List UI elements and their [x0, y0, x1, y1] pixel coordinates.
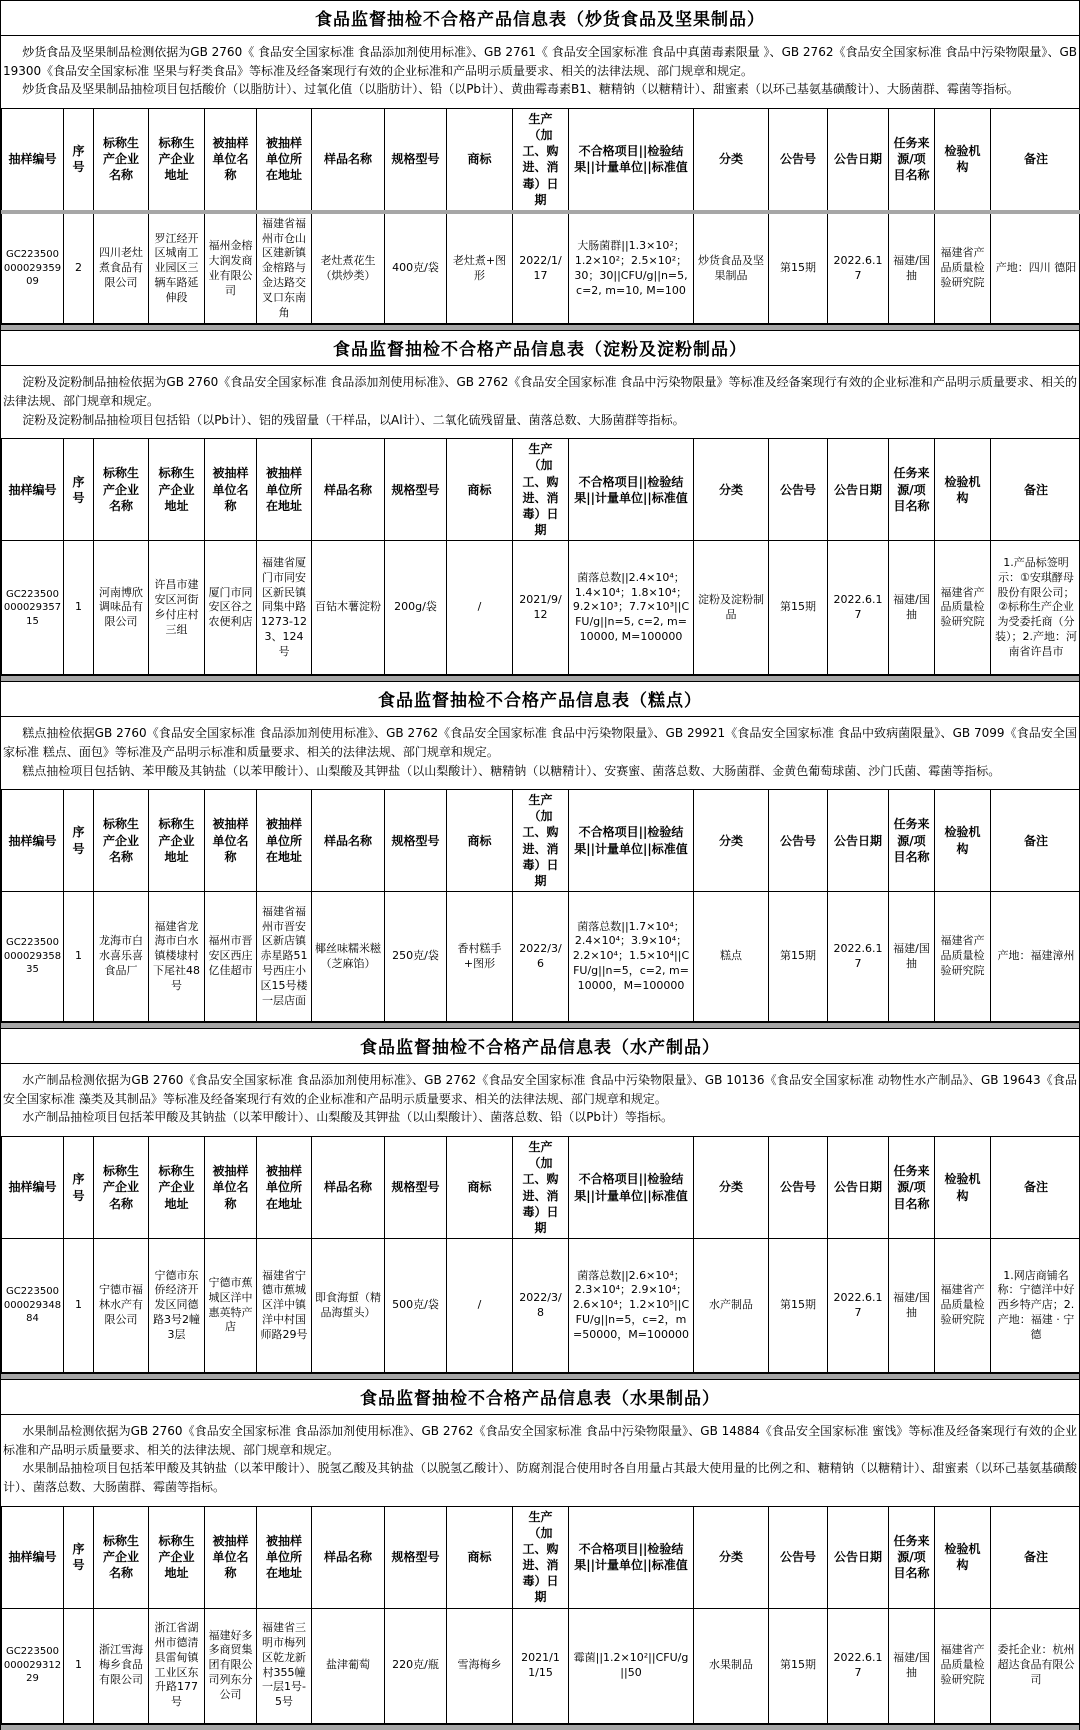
cell-sampled-unit-name: 厦门市同安区谷之农便利店 [205, 541, 257, 675]
col-sample-no: 抽样编号 [2, 790, 64, 892]
cell-inspection-agency: 福建省产品质量检验研究院 [935, 212, 991, 324]
col-inspection-agency: 检验机构 [935, 790, 991, 892]
col-remarks: 备注 [991, 108, 1080, 212]
cell-seq-no: 1 [64, 1608, 94, 1723]
cell-remarks: 产地：福建漳州 [991, 892, 1080, 1022]
col-task-source: 任务来源/项目名称 [889, 790, 935, 892]
cell-production-date: 2022/1/17 [513, 212, 569, 324]
cell-spec: 200g/袋 [385, 541, 447, 675]
cell-producer-name: 浙江雪海梅乡食品有限公司 [94, 1608, 149, 1723]
cell-inspection-agency: 福建省产品质量检验研究院 [935, 541, 991, 675]
table-row [2, 1608, 1080, 1723]
cell-task-source: 福建/国抽 [889, 1608, 935, 1723]
cell-remarks: 委托企业：杭州超达食品有限公司 [991, 1608, 1080, 1723]
col-inspection-agency: 检验机构 [935, 1506, 991, 1608]
cell-bulletin-no: 第15期 [769, 541, 828, 675]
cell-category: 糕点 [694, 892, 769, 1022]
cell-seq-no: 1 [64, 892, 94, 1022]
cell-spec: 220克/瓶 [385, 1608, 447, 1723]
cell-producer-name: 河南博欣调味品有限公司 [94, 541, 149, 675]
col-brand: 商标 [447, 1506, 513, 1608]
cell-category: 炒货食品及坚果制品 [694, 212, 769, 324]
col-bulletin-no: 公告号 [769, 790, 828, 892]
col-seq-no: 序号 [64, 1506, 94, 1608]
col-sampled-unit-name: 被抽样单位名称 [205, 108, 257, 212]
col-brand: 商标 [447, 1137, 513, 1239]
cell-sample-no: GC22350000002931229 [2, 1608, 64, 1723]
cell-task-source: 福建/国抽 [889, 541, 935, 675]
col-bulletin-date: 公告日期 [828, 439, 889, 541]
cell-bulletin-date: 2022.6.17 [828, 1239, 889, 1373]
desc-items-paragraph: 水果制品抽检项目包括苯甲酸及其钠盐（以苯甲酸计）、脱氢乙酸及其钠盐（以脱氢乙酸计）、防腐剂混合使用时各自用量占其最大使用量的比例之和、糖精钠（以糖精计）、甜蜜素（以环己基氨基磺酸计）、菌落总数、大肠菌群、霉菌等指标。 [3, 1459, 1077, 1496]
col-category: 分类 [694, 108, 769, 212]
col-seq-no: 序号 [64, 1137, 94, 1239]
section-title: 食品监督抽检不合格产品信息表（淀粉及淀粉制品） [1, 330, 1079, 366]
cell-sample-name: 即食海蜇（精品海蜇头） [312, 1239, 385, 1373]
cell-producer-address: 宁德市东侨经济开发区同德路3号2幢3层 [149, 1239, 205, 1373]
col-category: 分类 [694, 790, 769, 892]
cell-bulletin-date: 2022.6.17 [828, 1608, 889, 1723]
cell-task-source: 福建/国抽 [889, 212, 935, 324]
header-row [2, 1137, 1080, 1239]
cell-sample-name: 椰丝味糯米糍（芝麻馅） [312, 892, 385, 1022]
col-producer-address: 标称生产企业地址 [149, 790, 205, 892]
section-description [1, 366, 1079, 438]
col-producer-name: 标称生产企业名称 [94, 1137, 149, 1239]
col-sampled-unit-name: 被抽样单位名称 [205, 790, 257, 892]
col-sampled-unit-address: 被抽样单位所在地址 [257, 790, 312, 892]
header-row [2, 790, 1080, 892]
cell-production-date: 2022/3/6 [513, 892, 569, 1022]
col-category: 分类 [694, 1137, 769, 1239]
col-task-source: 任务来源/项目名称 [889, 1506, 935, 1608]
col-remarks: 备注 [991, 439, 1080, 541]
cell-inspection-agency: 福建省产品质量检验研究院 [935, 1608, 991, 1723]
cell-task-source: 福建/国抽 [889, 1239, 935, 1373]
col-spec: 规格型号 [385, 439, 447, 541]
cell-inspection-agency: 福建省产品质量检验研究院 [935, 1239, 991, 1373]
col-sample-name: 样品名称 [312, 1137, 385, 1239]
header-row [2, 108, 1080, 212]
table-row [2, 892, 1080, 1022]
col-brand: 商标 [447, 439, 513, 541]
cell-remarks: 1.产品标签明示：①安琪酵母股份有限公司；②标称生产企业为受委托商（分装）；2.产地：河南省许昌市 [991, 541, 1080, 675]
cell-seq-no: 2 [64, 212, 94, 324]
cell-bulletin-date: 2022.6.17 [828, 541, 889, 675]
col-bulletin-no: 公告号 [769, 108, 828, 212]
col-producer-address: 标称生产企业地址 [149, 1137, 205, 1239]
desc-items-paragraph: 水产制品抽检项目包括苯甲酸及其钠盐（以苯甲酸计）、山梨酸及其钾盐（以山梨酸计）、菌落总数、铅（以Pb计）等指标。 [3, 1108, 1077, 1127]
col-sample-name: 样品名称 [312, 439, 385, 541]
section-title: 食品监督抽检不合格产品信息表（炒货食品及坚果制品） [1, 0, 1079, 36]
col-brand: 商标 [447, 108, 513, 212]
cell-brand: / [447, 1239, 513, 1373]
cell-brand: 香村糕手+图形 [447, 892, 513, 1022]
col-sample-no: 抽样编号 [2, 1137, 64, 1239]
col-spec: 规格型号 [385, 108, 447, 212]
col-category: 分类 [694, 439, 769, 541]
cell-inspection-agency: 福建省产品质量检验研究院 [935, 892, 991, 1022]
col-failed-item-result: 不合格项目||检验结果||计量单位||标准值 [569, 439, 694, 541]
col-sampled-unit-name: 被抽样单位名称 [205, 439, 257, 541]
col-sampled-unit-address: 被抽样单位所在地址 [257, 1506, 312, 1608]
col-failed-item-result: 不合格项目||检验结果||计量单位||标准值 [569, 108, 694, 212]
cell-producer-address: 福建省龙海市白水镇楼埭村下尾社48号 [149, 892, 205, 1022]
col-production-date: 生产（加工、购进、消毒）日期 [513, 1506, 569, 1608]
cell-sampled-unit-address: 福建省福州市晋安区新店镇赤星路51号西庄小区15号楼一层店面 [257, 892, 312, 1022]
col-producer-address: 标称生产企业地址 [149, 439, 205, 541]
col-sampled-unit-address: 被抽样单位所在地址 [257, 1137, 312, 1239]
section-title: 食品监督抽检不合格产品信息表（糕点） [1, 681, 1079, 717]
col-sampled-unit-address: 被抽样单位所在地址 [257, 108, 312, 212]
header-row [2, 1506, 1080, 1608]
cell-production-date: 2021/9/12 [513, 541, 569, 675]
cell-producer-name: 龙海市白水喜乐喜食品厂 [94, 892, 149, 1022]
section-separator [1, 1724, 1079, 1730]
cell-brand: 老灶煮+图形 [447, 212, 513, 324]
col-bulletin-no: 公告号 [769, 1137, 828, 1239]
col-bulletin-no: 公告号 [769, 439, 828, 541]
cell-remarks: 产地：四川 德阳 [991, 212, 1080, 324]
col-production-date: 生产（加工、购进、消毒）日期 [513, 1137, 569, 1239]
cell-spec: 500克/袋 [385, 1239, 447, 1373]
cell-sample-no: GC22350000002935909 [2, 212, 64, 324]
cell-sample-name: 盐津葡萄 [312, 1608, 385, 1723]
col-sample-no: 抽样编号 [2, 1506, 64, 1608]
section-fruit [1, 1379, 1079, 1730]
col-bulletin-date: 公告日期 [828, 1137, 889, 1239]
table-row [2, 212, 1080, 324]
cell-task-source: 福建/国抽 [889, 892, 935, 1022]
results-table [1, 1136, 1080, 1373]
col-bulletin-date: 公告日期 [828, 108, 889, 212]
cell-failed-item-result: 菌落总数||2.6×10⁴；2.3×10⁴；2.9×10⁴；2.6×10⁴；1.2×10⁵||CFU/g||n=5，c=2，m=50000，M=100000 [569, 1239, 694, 1373]
col-spec: 规格型号 [385, 1137, 447, 1239]
col-bulletin-date: 公告日期 [828, 790, 889, 892]
col-sampled-unit-name: 被抽样单位名称 [205, 1506, 257, 1608]
desc-items-paragraph: 糕点抽检项目包括钠、苯甲酸及其钠盐（以苯甲酸计）、山梨酸及其钾盐（以山梨酸计）、糖精钠（以糖精计）、安赛蜜、菌落总数、大肠菌群、金黄色葡萄球菌、沙门氏菌、霉菌等指标。 [3, 762, 1077, 781]
section-description [1, 36, 1079, 108]
cell-bulletin-date: 2022.6.17 [828, 892, 889, 1022]
cell-production-date: 2022/3/8 [513, 1239, 569, 1373]
col-brand: 商标 [447, 790, 513, 892]
col-task-source: 任务来源/项目名称 [889, 1137, 935, 1239]
col-sample-no: 抽样编号 [2, 108, 64, 212]
results-table [1, 789, 1080, 1022]
cell-producer-address: 浙江省湖州市德清县雷甸镇工业区东升路177号 [149, 1608, 205, 1723]
cell-bulletin-no: 第15期 [769, 1239, 828, 1373]
cell-seq-no: 1 [64, 541, 94, 675]
cell-failed-item-result: 大肠菌群||1.3×10²；1.2×10²；2.5×10²；30；30||CFU/g||n=5, c=2, m=10, M=100 [569, 212, 694, 324]
cell-category: 淀粉及淀粉制品 [694, 541, 769, 675]
section-starch [1, 330, 1079, 681]
section-title: 食品监督抽检不合格产品信息表（水产制品） [1, 1028, 1079, 1064]
cell-brand: / [447, 541, 513, 675]
col-failed-item-result: 不合格项目||检验结果||计量单位||标准值 [569, 790, 694, 892]
col-failed-item-result: 不合格项目||检验结果||计量单位||标准值 [569, 1506, 694, 1608]
cell-failed-item-result: 菌落总数||1.7×10⁴；2.4×10⁴；3.9×10⁴；2.2×10⁴；1.5×10⁴||CFU/g||n=5，c=2, m=10000，M=100000 [569, 892, 694, 1022]
cell-producer-name: 宁德市福林水产有限公司 [94, 1239, 149, 1373]
cell-bulletin-no: 第15期 [769, 212, 828, 324]
cell-sampled-unit-name: 福建好多多商贸集团有限公司列东分公司 [205, 1608, 257, 1723]
cell-sampled-unit-address: 福建省三明市梅列区乾龙新村355幢一层1号-5号 [257, 1608, 312, 1723]
cell-sampled-unit-name: 福州金榕大润发商业有限公司 [205, 212, 257, 324]
col-remarks: 备注 [991, 1506, 1080, 1608]
cell-producer-address: 许昌市建安区河街乡付庄村三组 [149, 541, 205, 675]
col-task-source: 任务来源/项目名称 [889, 108, 935, 212]
cell-sample-name: 百钻木薯淀粉 [312, 541, 385, 675]
cell-spec: 250克/袋 [385, 892, 447, 1022]
section-description [1, 717, 1079, 789]
desc-basis-paragraph: 炒货食品及坚果制品检测依据为GB 2760《 食品安全国家标准 食品添加剂使用标准》、GB 2761《 食品安全国家标准 食品中真菌毒素限量 》、GB 2762《食品安全国家标准 食品中污染物限量》、GB 19300《食品安全国家标准 坚果与籽类食品》等标准及经备案现行有效的企业标准和产品明示质量要求、相关的法律法规、部门规章和规定。 [3, 43, 1077, 80]
col-bulletin-no: 公告号 [769, 1506, 828, 1608]
col-inspection-agency: 检验机构 [935, 1137, 991, 1239]
col-production-date: 生产（加工、购进、消毒）日期 [513, 439, 569, 541]
col-sample-name: 样品名称 [312, 790, 385, 892]
col-seq-no: 序号 [64, 439, 94, 541]
col-seq-no: 序号 [64, 790, 94, 892]
cell-failed-item-result: 霉菌||1.2×10²||CFU/g||50 [569, 1608, 694, 1723]
cell-sample-no: GC22350000002935715 [2, 541, 64, 675]
col-bulletin-date: 公告日期 [828, 1506, 889, 1608]
cell-failed-item-result: 菌落总数||2.4×10⁴；1.4×10⁴；1.8×10⁴；9.2×10³；7.7×10³||CFU/g||n=5, c=2, m=10000, M=100000 [569, 541, 694, 675]
desc-basis-paragraph: 水产制品检测依据为GB 2760《食品安全国家标准 食品添加剂使用标准》、GB 2762《食品安全国家标准 食品中污染物限量》、GB 10136《食品安全国家标准 动物性水产制品》、GB 19643《食品安全国家标准 藻类及其制品》等标准及经备案现行有效的企业标准和产品明示质量要求、相关的法律法规、部门规章和规定。 [3, 1071, 1077, 1108]
desc-basis-paragraph: 糕点抽检依据GB 2760《食品安全国家标准 食品添加剂使用标准》、GB 2762《食品安全国家标准 食品中污染物限量》、GB 29921《食品安全国家标准 食品中致病菌限量》、GB 7099《食品安全国家标准 糕点、面包》等标准及产品明示标准和质量要求、相关的法律法规、部门规章和规定。 [3, 724, 1077, 761]
cell-sample-name: 老灶煮花生（烘炒类） [312, 212, 385, 324]
cell-producer-address: 罗江经开区城南工业园区三辆车路延伸段 [149, 212, 205, 324]
section-description [1, 1415, 1079, 1505]
header-row [2, 439, 1080, 541]
desc-items-paragraph: 淀粉及淀粉制品抽检项目包括铅（以Pb计）、铝的残留量（干样品，以Al计）、二氧化硫残留量、菌落总数、大肠菌群等指标。 [3, 411, 1077, 430]
section-roasted-nuts [1, 0, 1079, 330]
cell-sampled-unit-name: 宁德市蕉城区洋中惠英特产店 [205, 1239, 257, 1373]
col-production-date: 生产（加工、购进、消毒）日期 [513, 790, 569, 892]
col-sampled-unit-address: 被抽样单位所在地址 [257, 439, 312, 541]
cell-category: 水产制品 [694, 1239, 769, 1373]
col-production-date: 生产（加工、购进、消毒）日期 [513, 108, 569, 212]
cell-remarks: 1.网店商铺名称：宁德洋中好西乡特产店；2.产地：福建 · 宁德 [991, 1239, 1080, 1373]
cell-sampled-unit-address: 福建省福州市仓山区建新镇金榕路与金达路交叉口东南角 [257, 212, 312, 324]
section-aquatic [1, 1028, 1079, 1379]
table-row [2, 1239, 1080, 1373]
desc-basis-paragraph: 水果制品检测依据为GB 2760《食品安全国家标准 食品添加剂使用标准》、GB 2762《食品安全国家标准 食品中污染物限量》、GB 14884《食品安全国家标准 蜜饯》等标准及经备案现行有效的企业标准和产品明示质量要求、相关的法律法规、部门规章和规定。 [3, 1422, 1077, 1459]
cell-bulletin-no: 第15期 [769, 892, 828, 1022]
col-sample-name: 样品名称 [312, 1506, 385, 1608]
cell-bulletin-no: 第15期 [769, 1608, 828, 1723]
results-table [1, 108, 1080, 325]
table-row [2, 541, 1080, 675]
col-failed-item-result: 不合格项目||检验结果||计量单位||标准值 [569, 1137, 694, 1239]
cell-seq-no: 1 [64, 1239, 94, 1373]
cell-spec: 400克/袋 [385, 212, 447, 324]
results-table [1, 1506, 1080, 1724]
desc-items-paragraph: 炒货食品及坚果制品抽检项目包括酸价（以脂肪计）、过氧化值（以脂肪计）、铅（以Pb计）、黄曲霉毒素B1、糖精钠（以糖精计）、甜蜜素（以环己基氨基磺酸计）、大肠菌群、霉菌等指标。 [3, 80, 1077, 99]
col-spec: 规格型号 [385, 790, 447, 892]
col-producer-address: 标称生产企业地址 [149, 1506, 205, 1608]
cell-producer-name: 四川老灶煮食品有限公司 [94, 212, 149, 324]
col-spec: 规格型号 [385, 1506, 447, 1608]
col-producer-name: 标称生产企业名称 [94, 790, 149, 892]
cell-brand: 雪海梅乡 [447, 1608, 513, 1723]
cell-production-date: 2021/11/15 [513, 1608, 569, 1723]
col-remarks: 备注 [991, 790, 1080, 892]
cell-sampled-unit-name: 福州市晋安区西庄亿佳超市 [205, 892, 257, 1022]
col-seq-no: 序号 [64, 108, 94, 212]
col-producer-name: 标称生产企业名称 [94, 108, 149, 212]
col-inspection-agency: 检验机构 [935, 439, 991, 541]
cell-sample-no: GC22350000002934884 [2, 1239, 64, 1373]
desc-basis-paragraph: 淀粉及淀粉制品抽检依据为GB 2760《食品安全国家标准 食品添加剂使用标准》、GB 2762《食品安全国家标准 食品中污染物限量》等标准及经备案现行有效的企业标准和产品明示质量要求、相关的法律法规、部门规章和规定。 [3, 373, 1077, 410]
cell-sampled-unit-address: 福建省宁德市蕉城区洋中镇洋中村国师路29号 [257, 1239, 312, 1373]
col-producer-address: 标称生产企业地址 [149, 108, 205, 212]
col-sample-name: 样品名称 [312, 108, 385, 212]
col-task-source: 任务来源/项目名称 [889, 439, 935, 541]
cell-sampled-unit-address: 福建省厦门市同安区新民镇同集中路1273-123、124号 [257, 541, 312, 675]
col-producer-name: 标称生产企业名称 [94, 1506, 149, 1608]
col-producer-name: 标称生产企业名称 [94, 439, 149, 541]
col-category: 分类 [694, 1506, 769, 1608]
col-remarks: 备注 [991, 1137, 1080, 1239]
col-sample-no: 抽样编号 [2, 439, 64, 541]
cell-category: 水果制品 [694, 1608, 769, 1723]
section-title: 食品监督抽检不合格产品信息表（水果制品） [1, 1379, 1079, 1415]
col-inspection-agency: 检验机构 [935, 108, 991, 212]
section-pastry [1, 681, 1079, 1028]
results-table [1, 438, 1080, 675]
cell-bulletin-date: 2022.6.17 [828, 212, 889, 324]
cell-sample-no: GC22350000002935835 [2, 892, 64, 1022]
section-description [1, 1064, 1079, 1136]
col-sampled-unit-name: 被抽样单位名称 [205, 1137, 257, 1239]
